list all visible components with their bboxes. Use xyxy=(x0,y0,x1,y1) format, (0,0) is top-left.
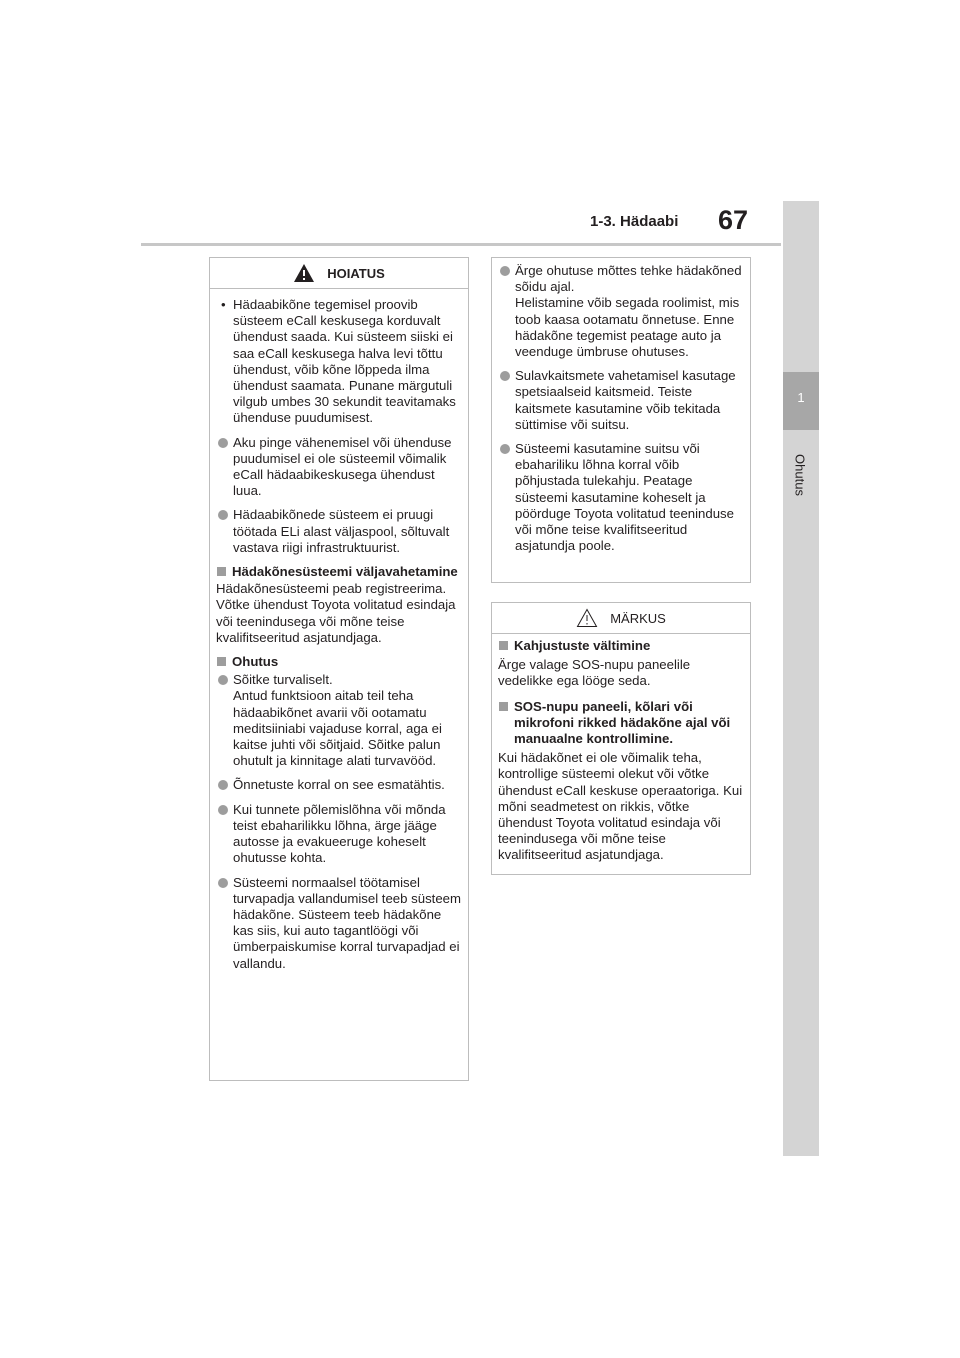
bullet-dot-icon xyxy=(218,780,228,790)
warning-section1-heading: Hädakõnesüsteemi väljavahetamine xyxy=(216,564,464,580)
warning-dash-item: • Hädaabikõne tegemisel proovib süsteem eCall keskusega korduvalt ühendust saada. Kui süsteem siiski ei saa eCall keskusega halva levi tõttu ühendust, võib kõne lõppeda ilma ühendust saamata. Punane märgutuli vilgub umbes 30 sekundit teavitamaks ühenduse puudumisest. xyxy=(221,297,456,426)
warning-section2-bullet-2: Õnnetuste korral on see esmatähtis. xyxy=(216,777,464,793)
header-rule xyxy=(141,243,781,246)
chapter-number: 1 xyxy=(797,390,805,405)
square-bullet-icon xyxy=(499,702,508,711)
notice-section1-heading: Kahjustuste vältimine xyxy=(498,638,746,654)
bullet-dot-icon xyxy=(500,371,510,381)
section-title: 1-3. Hädaabi xyxy=(590,213,679,230)
bullet-dot-icon xyxy=(500,266,510,276)
warning-continued-bullet-2: Sulavkaitsmete vahetamisel kasutage spetsiaalseid kaitsmeid. Teiste kaitsmete kasutamine võib tekitada süttimise või suitsu. xyxy=(498,368,746,433)
warning-continued-content xyxy=(492,258,750,554)
bullet-dot-icon xyxy=(218,438,228,448)
notice-box-header xyxy=(492,603,750,634)
warning-section2-bullet-3: Kui tunnete põlemislõhna või mõnda teist ebaharilikku lõhna, ärge jääge autosse ja evakueeruge koheselt ohutusse kohta. xyxy=(216,802,464,867)
square-bullet-icon xyxy=(217,567,226,576)
bullet-dot-icon xyxy=(218,510,228,520)
warning-bullet-2: Hädaabikõnede süsteem ei pruugi töötada ELi alast väljaspool, sõltuvalt vastava riigi infrastruktuurist. xyxy=(216,507,464,556)
notice-box xyxy=(491,602,751,875)
bullet-dot-icon xyxy=(218,675,228,685)
warning-section1-text: Hädakõnesüsteemi peab registreerima. Võtke ühendust Toyota volitatud esindaja või teenindusega või mõne teise kvalifitseeritud asjatundjaga. xyxy=(216,581,456,645)
notice-section1-text: Ärge valage SOS-nupu paneelile vedelikke ega lööge seda. xyxy=(498,657,691,689)
warning-dash-text: Hädaabikõne tegemisel proovib süsteem eCall keskusega korduvalt ühendust saada. Kui süsteem siiski ei saa eCall keskusega halva levi tõttu ühendust, võib kõne lõppeda ilma ühendust saamata. Punane märgutuli vilgub umbes 30 sekundit teavitamaks ühenduse puudumisest. xyxy=(233,297,456,426)
chapter-side-tab[interactable] xyxy=(783,201,819,1156)
bullet-dot-icon xyxy=(218,805,228,815)
chapter-label-wrapper xyxy=(780,445,820,505)
warning-bullet-1: Aku pinge vähenemisel või ühenduse puudumisel ei ole süsteemil võimalik eCall hädaabikeskusega ühendust luua. xyxy=(216,435,464,500)
bullet-dot-icon xyxy=(218,878,228,888)
warning-section2-heading: Ohutus xyxy=(216,654,464,670)
notice-section2-heading: SOS-nupu paneeli, kõlari või mikrofoni rikked hädakõne ajal või manuaalne kontrollimine. xyxy=(498,699,746,748)
warning-continued-box xyxy=(491,257,751,583)
notice-section2-text: Kui hädakõnet ei ole võimalik teha, kontrollige süsteemi olekut või võtke ühendust eCall keskuse operaatoriga. Kui mõni seadmetest on rikkis, võtke ühendust Toyota volitatud esindaja või teenindusega või mõne teise kvalifitseeritud asjatundjaga. xyxy=(498,750,743,863)
bullet-dot-icon xyxy=(500,444,510,454)
warning-section2-bullet-1: Sõitke turvaliselt. Antud funktsioon aitab teil teha hädaabikõnet avarii või ootamatu meditsiiniabi vajaduse korral, aga ei kaitse juhti või sõitjaid. Sõitke palun ohutult ja kinnitage alati turvavööd. xyxy=(216,672,464,769)
warning-section2-bullet-4: Süsteemi normaalsel töötamisel turvapadja vallandumisel teeb süsteem hädakõne. Süsteem teeb hädakõne kas siis, kui auto tagantlöögi või ümberpaiskumise korral turvapadjad ei vallandu. xyxy=(216,875,464,972)
warning-continued-bullet-1: Ärge ohutuse mõttes tehke hädakõned sõidu ajal. Helistamine võib segada roolimist, mis toob kaasa ootamatu õnnetuse. Enne hädakõne tegemist peatage auto ja veenduge ümbruse ohutuses. xyxy=(498,263,746,360)
warning-content xyxy=(210,289,468,972)
square-bullet-icon xyxy=(217,657,226,666)
warning-box-header xyxy=(210,258,468,289)
warning-continued-bullet-3: Süsteemi kasutamine suitsu või ebahariliku lõhna korral võib põhjustada tulekahju. Peatage süsteemi kasutamine koheselt ja pöörduge Toyota volitatud teeninduse või mõne teise kvalifitseeritud asjatundja poole. xyxy=(498,441,746,554)
notice-title: MÄRKUS xyxy=(610,610,666,626)
chapter-label: Ohutus xyxy=(792,454,808,496)
warning-box xyxy=(209,257,469,1081)
warning-triangle-outline-icon xyxy=(576,608,598,628)
warning-triangle-filled-icon xyxy=(293,263,315,283)
page-number: 67 xyxy=(718,205,749,235)
notice-content xyxy=(492,634,750,864)
square-bullet-icon xyxy=(499,641,508,650)
warning-title: HOIATUS xyxy=(327,265,385,281)
